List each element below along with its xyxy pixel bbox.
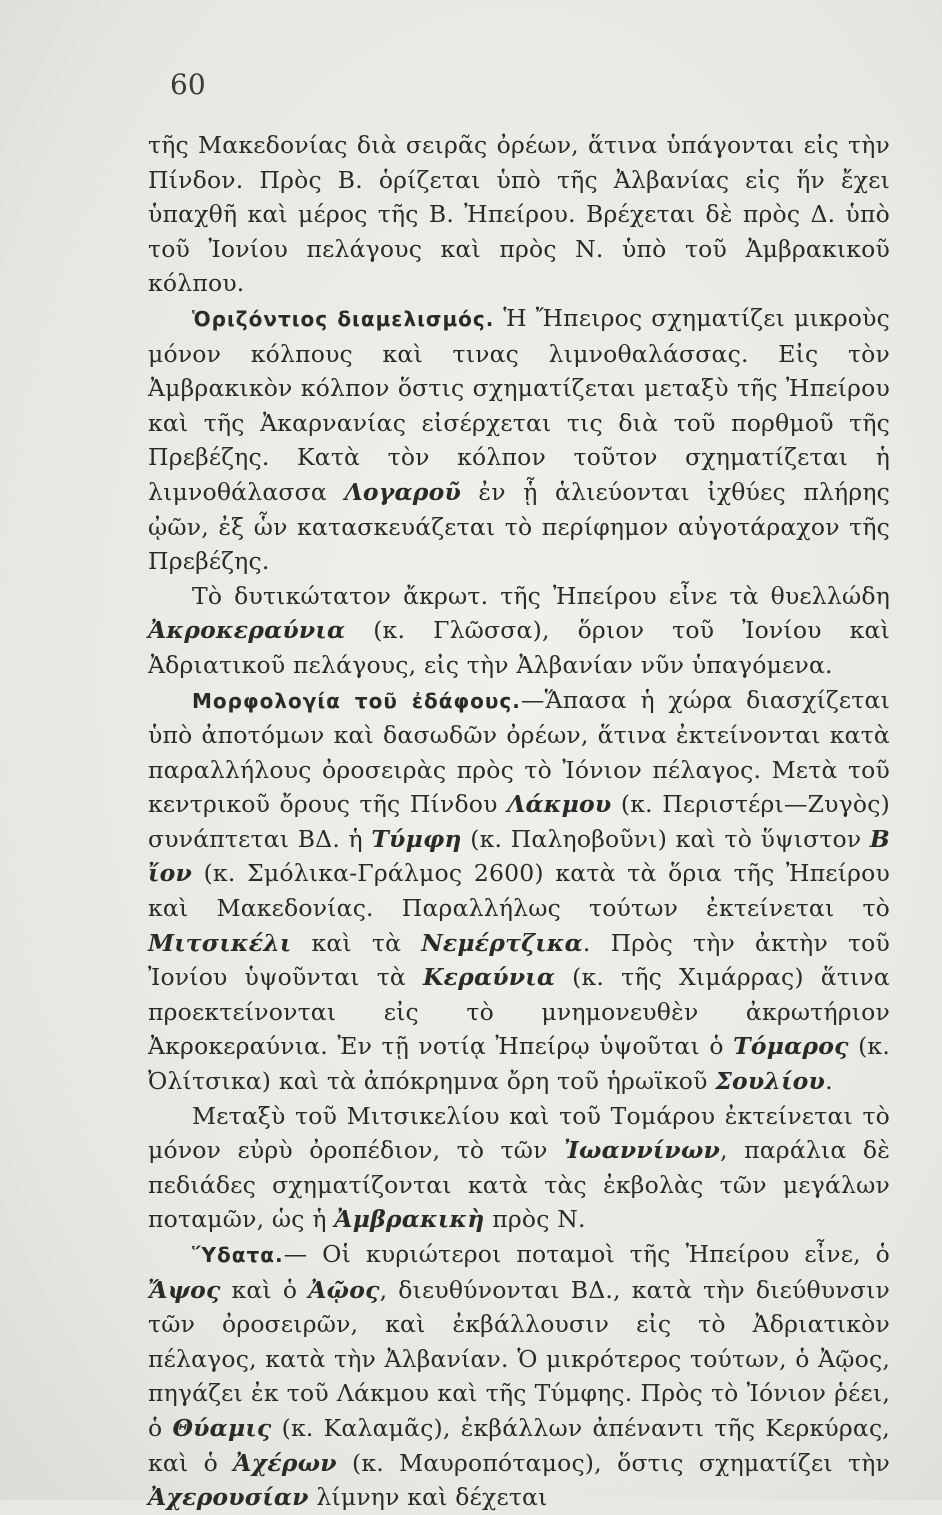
section-heading: Ὕδατα. — [192, 1243, 284, 1267]
paragraph — [148, 683, 890, 1099]
text-run: καὶ ὁ — [220, 1275, 309, 1304]
text-run: λίμνην καὶ δέχεται — [308, 1483, 548, 1512]
section-heading: Ὁριζόντιος διαμελισμός. — [192, 306, 495, 331]
emphasized-term: Ἀχέρων — [233, 1448, 337, 1477]
text-run: ἐν ᾗ ἁλιεύονται ἰχθύες πλήρης ᾠῶν, ἐξ ὧν κατασκευάζεται τὸ περίφημον αὐγοτάραχον τῆς Πρεβέζης. — [148, 477, 890, 576]
emphasized-term: Ἄψος — [148, 1275, 221, 1304]
text-run: , παράλια δὲ πεδιάδες σχηματίζονται κατὰ τὰς ἐκβολὰς τῶν μεγάλων ποταμῶν, ὡς ἡ — [148, 1136, 891, 1234]
text-run: (κ. Ὀλίτσικα) καὶ τὰ ἀπόκρημνα ὄρη τοῦ ἡρωϊκοῦ — [148, 1032, 890, 1096]
emphasized-term: Λάκμου — [507, 790, 612, 819]
emphasized-term: Νεμέρτζικα — [421, 928, 583, 957]
emphasized-term: Β ἴον — [148, 824, 890, 888]
section-heading: Μορφολογία τοῦ ἐδάφους. — [192, 688, 521, 713]
text-run: (κ. Μαυροπόταμος), ὅστις σχηματίζει τὴν — [336, 1448, 890, 1477]
emphasized-term: Ἀμβρακικὴ — [334, 1205, 485, 1234]
text-run: (κ. Παληοβοῦνι) καὶ τὸ ὕψιστον — [461, 824, 870, 853]
emphasized-term: Σουλίου — [715, 1067, 826, 1096]
text-run: τῆς Μακεδονίας διὰ σειρᾶς ὀρέων, ἅτινα ὑπάγονται εἰς τὴν Πίνδον. Πρὸς Β. ὁρίζεται ὑπὸ τῆς Ἀλβανίας εἰς ἥν ἔχει ὑπαχθῆ καὶ μέρος τῆς Β. Ἠπείρου. Βρέχεται δὲ πρὸς Δ. ὑπὸ τοῦ Ἰονίου πελάγους καὶ πρὸς Ν. ὑπὸ τοῦ Ἀμβρακικοῦ κόλπου. — [148, 131, 890, 298]
emphasized-term: Μιτσικέλι — [148, 928, 292, 957]
text-run: — Οἱ κυριώτεροι ποταμοὶ τῆς Ἠπείρου εἶνε, ὁ — [283, 1240, 890, 1268]
text-run: (κ. Σμόλικα-Γράλμος 2600) κατὰ τὰ ὅρια τῆς Ἠπείρου καὶ Μακεδονίας. Παραλλήλως τούτων ἐκτείνεται τὸ — [148, 859, 890, 923]
text-run: (κ. Γλῶσσα), ὅριον τοῦ Ἰονίου καὶ Ἀδριατικοῦ πελάγους, εἰς τὴν Ἀλβανίαν νῦν ὑπαγόμενα. — [148, 616, 890, 679]
emphasized-term: Θύαμις — [172, 1413, 272, 1442]
text-run: πρὸς Ν. — [484, 1205, 586, 1234]
paragraph — [148, 128, 890, 301]
emphasized-term: Ἀκροκεραύνια — [148, 616, 346, 645]
paragraph — [148, 579, 890, 683]
paragraph — [148, 301, 890, 579]
emphasized-term: Ἰωαννίνων — [564, 1136, 721, 1165]
body-text — [148, 128, 890, 1515]
emphasized-term: Τόμαρος — [733, 1032, 849, 1061]
text-run: —Ἅπασα ἡ χώρα διασχίζεται ὑπὸ ἀποτόμων καὶ δασωδῶν ὀρέων, ἅτινα ἐκτείνονται κατὰ παραλλήλους ὀροσειρὰς πρὸς τὸ Ἰόνιον πέλαγος. Μετὰ τοῦ κεντρικοῦ ὄρους τῆς Πίνδου — [148, 685, 890, 819]
emphasized-term: Ἀῷος — [308, 1275, 380, 1304]
text-run: (κ. τῆς Χιμάρρας) ἅτινα προεκτείνονται εἰς τὸ μνημονευθὲν ἀκρωτήριον Ἀκροκεραύνια. Ἐν τῇ νοτίᾳ Ἠπείρῳ ὑψοῦται ὁ — [148, 963, 890, 1061]
text-run: (κ. Καλαμᾶς), ἐκβάλλων ἀπέναντι τῆς Κερκύρας, καὶ ὁ — [148, 1413, 890, 1477]
text-run: Μεταξὺ τοῦ Μιτσικελίου καὶ τοῦ Τομάρου ἐκτείνεται τὸ μόνον εὐρὺ ὀροπέδιον, τὸ τῶν — [148, 1101, 890, 1165]
paragraph — [148, 1237, 890, 1515]
emphasized-term: Τύμφη — [371, 824, 462, 853]
text-run: , διευθύνονται ΒΔ., κατὰ τὴν διεύθυνσιν τῶν ὀροσειρῶν, καὶ ἐκβάλλουσιν εἰς τὸ Ἀδριατικὸν πέλαγος, κατὰ τὴν Ἀλβανίαν. Ὁ μικρότερος τούτων, ὁ Ἀῷος, πηγάζει ἐκ τοῦ Λάκμου καὶ τῆς Τύμφης. Πρὸς τὸ Ἰόνιον ῥέει, ὁ — [148, 1275, 890, 1442]
text-run: καὶ τὰ — [291, 928, 422, 957]
emphasized-term: Λογαροῦ — [344, 477, 461, 506]
text-run: (κ. Περιστέρι—Ζυγὸς) συνάπτεται ΒΔ. ἡ — [148, 790, 890, 853]
paragraph — [148, 1099, 890, 1237]
text-run: . Πρὸς τὴν ἀκτὴν τοῦ Ἰονίου ὑψοῦνται τὰ — [148, 928, 890, 992]
text-run: Ἡ Ἤπειρος σχηματίζει μικροὺς μόνον κόλπους καὶ τινας λιμνοθαλάσσας. Εἰς τὸν Ἀμβρακικὸν κόλπον ὅστις σχηματίζεται μεταξὺ τῆς Ἠπείρου καὶ τῆς Ἀκαρνανίας εἰσέρχεται τις διὰ τοῦ πορθμοῦ τῆς Πρεβέζης. Κατὰ τὸν κόλπον τοῦτον σχηματίζεται ἡ λιμνοθάλασσα — [148, 303, 890, 506]
page-number: 60 — [170, 68, 206, 101]
text-run: . — [825, 1067, 833, 1096]
emphasized-term: Ἀχερουσίαν — [148, 1483, 309, 1512]
text-run: Τὸ δυτικώτατον ἄκρωτ. τῆς Ἠπείρου εἶνε τὰ θυελλώδη — [192, 581, 890, 610]
emphasized-term: Κεραύνια — [423, 963, 556, 992]
